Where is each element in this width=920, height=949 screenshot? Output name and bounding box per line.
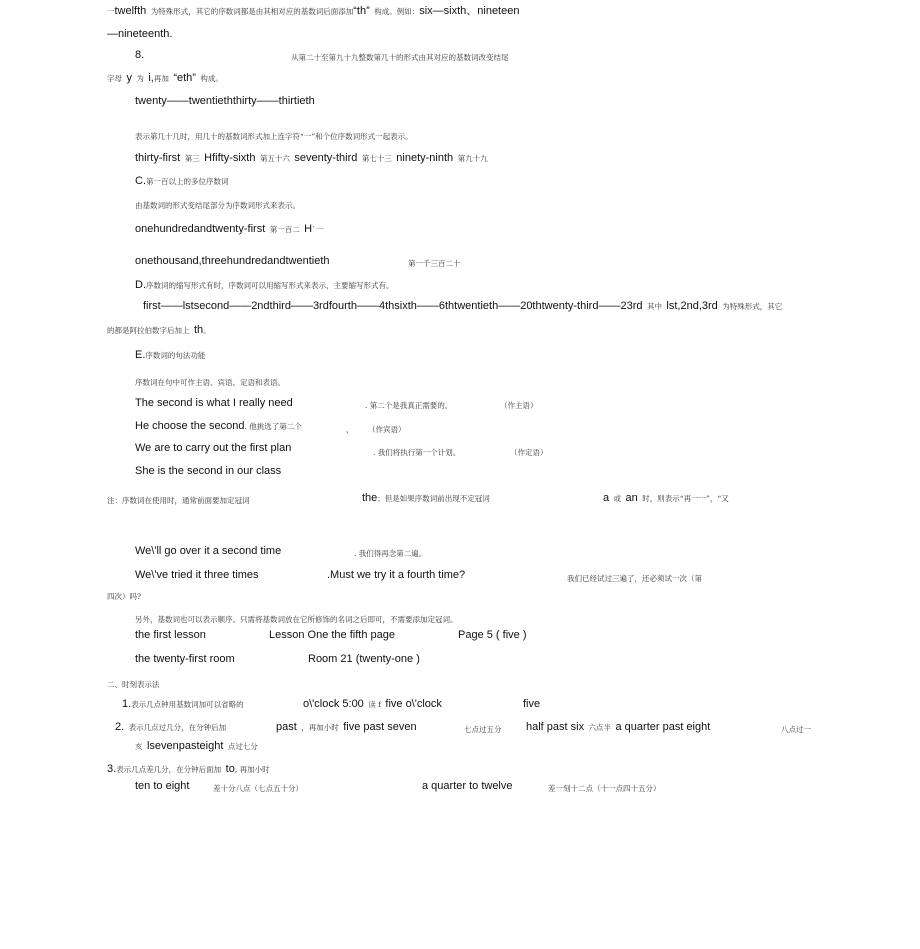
line-example-predicative: [135, 462, 281, 478]
section-label: E.: [135, 349, 146, 361]
line-section-e: [135, 346, 205, 362]
text-seg: ；但是如果序数词前出现不定冠词: [377, 494, 490, 503]
text-seg: （作宾语）: [368, 425, 406, 434]
text-seg: “eth”: [173, 72, 196, 84]
line-example-object: [135, 417, 302, 433]
line-example-object-role: [368, 420, 406, 436]
text-seg: th: [193, 324, 204, 336]
text-seg: 二、时刻表示法: [107, 680, 160, 689]
text-seg: 表示几点差几分，在分钟后面加: [116, 765, 222, 774]
text-seg: ten to eight: [135, 780, 190, 792]
line-hyphen-rule: [135, 127, 413, 143]
item-number: 8.: [135, 49, 145, 61]
text-seg: 差十分八点（七点五十分）: [213, 784, 303, 793]
line-nineteenth: [107, 25, 172, 41]
text-seg: We are to carry out the first plan: [135, 442, 292, 454]
text-seg: 为: [136, 74, 144, 83]
section-label: C.: [135, 175, 146, 187]
text-seg: i,: [148, 72, 154, 84]
line-abbreviations: [143, 297, 782, 313]
text-seg: 第一百二: [269, 225, 300, 234]
text-seg: . 我们得再念第二遍。: [354, 549, 427, 558]
line-time-rule-2: [115, 718, 226, 734]
line-example-subject: [135, 394, 293, 410]
text-seg: 第一百以上的多位序数词: [146, 177, 229, 186]
text-seg: We\'ve tried it three times: [135, 569, 259, 581]
line-eth-rule: [107, 69, 223, 85]
text-seg: Hfifty-sixth: [204, 152, 256, 164]
line-lesson-examples: [135, 626, 206, 642]
text-seg: Page 5 ( five ): [458, 629, 527, 641]
text-seg: five o\'clock: [385, 698, 442, 710]
text-seg: “th”: [353, 5, 370, 17]
line-twelfth-rule: [107, 2, 519, 18]
text-seg: 为特殊形式，其它的序数词都是由其相对应的基数词后面添加: [150, 7, 354, 16]
text-seg: . 我们将执行第一个计划。: [373, 448, 461, 457]
line-example-second-time: [135, 542, 281, 558]
text-seg: to: [225, 763, 235, 775]
line-e-rule: [135, 373, 285, 389]
line-example-attribute: [135, 439, 291, 455]
line-section-c: [135, 172, 229, 188]
line-example-fourth-time-question: [327, 566, 465, 582]
line-page-five: [458, 626, 526, 642]
line-past-translation: [464, 720, 502, 736]
text-seg: 第一千三百二十: [408, 259, 461, 268]
line-time-rule-3: [107, 760, 270, 776]
text-seg: The second is what I really need: [135, 397, 293, 409]
text-seg: 为特殊形式，其它: [722, 302, 783, 311]
text-seg: He choose the second: [135, 420, 245, 432]
line-quarter-past-translation: [781, 720, 811, 736]
text-seg: 其中: [646, 302, 662, 311]
text-seg: 从第二十至第九十九整数第几十的形式由其对应的基数词改变结尾: [291, 53, 509, 62]
text-seg: 读 f: [368, 700, 381, 709]
text-seg: 第七十三: [361, 154, 392, 163]
line-example-fourth-time: [135, 566, 259, 582]
text-seg: ，再加小时: [301, 723, 339, 732]
line-item-8-text: [291, 48, 509, 64]
text-seg: ，: [346, 425, 354, 434]
text-seg: past: [276, 721, 297, 733]
text-seg: seventy-third: [294, 152, 358, 164]
text-seg: a quarter past eight: [615, 721, 711, 733]
text-seg: 点过七分: [227, 742, 258, 751]
line-quarter-to-twelve-translation: [548, 779, 661, 795]
text-seg: a quarter to twelve: [422, 780, 513, 792]
text-seg: thirty-first: [135, 152, 181, 164]
text-seg: 六点半: [588, 723, 612, 732]
text-seg: lsevenpasteight: [146, 740, 224, 752]
text-seg: 七点过五分: [464, 725, 502, 734]
text-seg: 另外，基数词也可以表示顺序。只需将基数词放在它所修饰的名词之后即可，不需要添加定冠词。: [135, 615, 458, 624]
line-example-attribute-translation: [373, 443, 460, 459]
text-seg: 八点过一: [781, 725, 811, 734]
line-room-examples: [135, 650, 235, 666]
line-hundred-example: [135, 220, 323, 236]
line-thousand-translation: [408, 254, 461, 270]
text-seg: 四次）吗?: [107, 592, 142, 601]
text-seg: 表示几点钟用基数词加可以省略的: [131, 700, 244, 709]
text-seg: 由基数词的形式变结尾部分为序数词形式来表示。: [135, 201, 300, 210]
text-seg: Room 21 (twenty-one ): [308, 653, 420, 665]
line-example-attribute-role: [510, 443, 548, 459]
text-seg: . 他挑选了第二个: [244, 422, 302, 431]
text-seg: .Must we try it a fourth time?: [327, 569, 466, 581]
line-oclock: [303, 695, 442, 711]
text-seg: 我们已经试过三遍了，还必须试一次（第: [567, 574, 702, 583]
line-half-past: [526, 718, 710, 734]
text-seg: 差一刻十二点（十一点四十五分）: [548, 784, 661, 793]
line-past: [276, 718, 417, 734]
text-seg: first——lstsecond——2ndthird——3rdfourth——4thsixth——6thtwentieth——20thtwenty-third: [143, 300, 599, 312]
text-seg: 表示几点过几分，在分钟后加: [128, 723, 227, 732]
line-fourth-time-cont: [107, 587, 141, 603]
line-section-d: [135, 276, 394, 292]
section-label: D.: [135, 279, 146, 291]
text-seg: H: [304, 223, 313, 235]
text-seg: Lesson One the fifth page: [269, 629, 395, 641]
text-seg: . 第二个是我真正需要的。: [365, 401, 453, 410]
text-seg: y: [126, 72, 132, 84]
line-note-the: [362, 489, 490, 505]
line-quarter-to-twelve: [422, 777, 513, 793]
text-seg: 一: [107, 7, 115, 16]
item-number: 2.: [115, 721, 125, 733]
line-item-8: [135, 46, 144, 62]
text-seg: , 再加小时: [234, 765, 270, 774]
line-note-a-an: [603, 489, 729, 505]
item-number: 3.: [107, 763, 117, 775]
line-twenty-example: [135, 92, 315, 108]
text-seg: 注：序数词在使用时，通常前面要加定冠词: [107, 496, 250, 505]
line-example-subject-role: [500, 396, 538, 412]
line-time-rule-1: [122, 695, 244, 711]
line-note-article: [107, 491, 250, 507]
line-seven-past-eight: [135, 737, 258, 753]
text-seg: 再加: [153, 74, 169, 83]
text-seg: （作主语）: [500, 401, 538, 410]
text-seg: 的都是阿拉伯数字后加上: [107, 326, 190, 335]
text-seg: 。: [203, 326, 211, 335]
text-seg: 第五十六: [259, 154, 290, 163]
text-seg: ninety-ninth: [396, 152, 454, 164]
text-seg: twenty——twentieththirty——thirtieth: [135, 95, 315, 107]
text-seg: 序数词的句法功能: [145, 351, 206, 360]
line-thousand-example: [135, 252, 330, 268]
text-seg: She is the second in our class: [135, 465, 282, 477]
text-seg: onethousand,threehundredandtwentieth: [135, 255, 330, 267]
line-compound-examples: [135, 149, 488, 165]
text-seg: ——23rd: [598, 300, 643, 312]
text-seg: five past seven: [343, 721, 417, 733]
text-seg: 字母: [107, 74, 122, 83]
text-seg: 亥: [135, 742, 143, 751]
text-seg: 时，则表示“再一一”，“又: [642, 494, 729, 503]
text-seg: half past six: [526, 721, 585, 733]
item-number: 1.: [122, 698, 132, 710]
text-seg: We\'ll go over it a second time: [135, 545, 282, 557]
text-seg: （作定语）: [510, 448, 548, 457]
line-lesson-one: [269, 626, 395, 642]
text-seg: 序数词在句中可作主语、宾语、定语和表语。: [135, 378, 285, 387]
text-seg: 第三: [184, 154, 200, 163]
text-seg: the twenty-first room: [135, 653, 235, 665]
text-seg: lst,2nd,3rd: [666, 300, 718, 312]
section-heading-time: [107, 675, 160, 691]
text-seg: onehundredandtwenty-first: [135, 223, 266, 235]
line-example-fourth-time-translation: [567, 569, 702, 585]
line-example-second-time-translation: [354, 544, 426, 560]
line-c-rule: [135, 196, 300, 212]
text-seg: 构成。: [200, 74, 223, 83]
line-abbreviation-rule: [107, 321, 211, 337]
text-seg: 第九十九: [457, 154, 488, 163]
text-seg: twelfth: [114, 5, 147, 17]
text-seg: the first lesson: [135, 629, 206, 641]
text-seg: 表示第几十几时，用几十的基数词形式加上连字符“一”和个位序数词形式一起表示。: [135, 132, 413, 141]
text-seg: five: [523, 698, 541, 710]
text-seg: 序数词的缩写形式有时，序数词可以用缩写形式来表示，主要缩写形式有。: [146, 281, 394, 290]
text-seg: a: [603, 492, 610, 504]
line-example-subject-translation: [365, 396, 452, 412]
line-five: [523, 695, 540, 711]
text-seg: —nineteenth.: [107, 28, 173, 40]
line-room-21: [308, 650, 420, 666]
text-seg: the: [362, 492, 378, 504]
line-ten-to-eight-translation: [213, 779, 303, 795]
text-seg: 或: [613, 494, 622, 503]
text-seg: `一: [312, 225, 324, 234]
line-cardinal-order-rule: [135, 610, 458, 626]
text-seg: o\'clock 5:00: [303, 698, 364, 710]
text-seg: 构成。例如：: [374, 7, 420, 16]
text-seg: an: [625, 492, 638, 504]
line-ten-to-eight: [135, 777, 189, 793]
line-example-object-comma: [346, 420, 354, 436]
text-seg: six—sixth、nineteen: [419, 5, 520, 17]
